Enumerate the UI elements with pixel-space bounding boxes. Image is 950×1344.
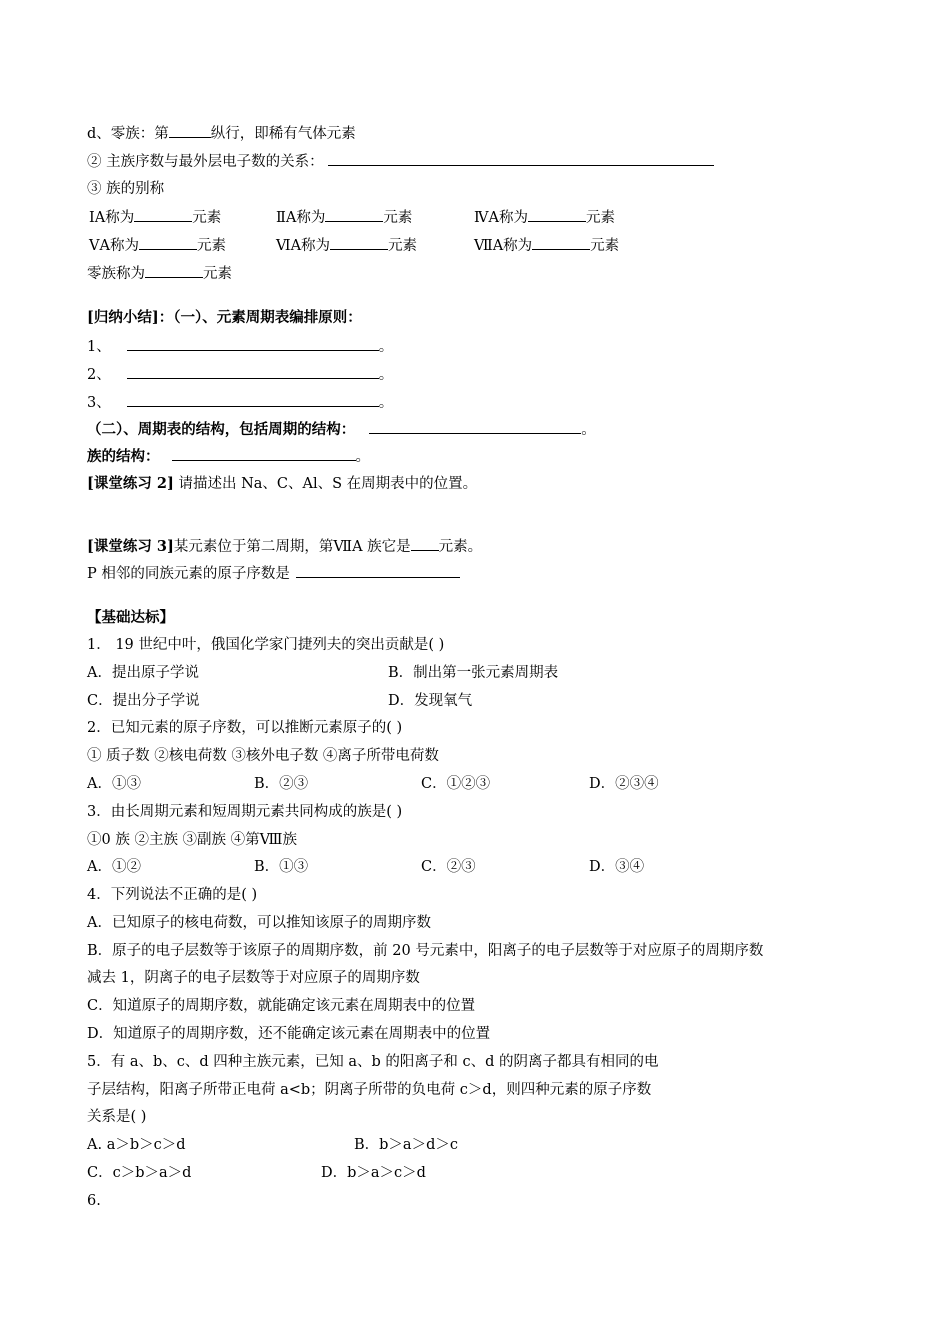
summary-blank-2	[127, 364, 379, 379]
summary-blank-3	[127, 392, 379, 407]
summary-blank-1	[127, 336, 379, 351]
q2-option-d: D．②③④	[589, 776, 659, 792]
q4-option-d: D．知道原子的周期序数，还不能确定该元素在周期表中的位置	[87, 1026, 491, 1042]
alias-iva	[474, 207, 615, 228]
q2-option-b: B．②③	[254, 776, 309, 792]
column-blank	[169, 123, 211, 138]
q5-option-b: B．b＞a＞d＞c	[354, 1137, 458, 1153]
alias-va	[89, 235, 226, 256]
exercise-3-text-b: 元素。	[438, 539, 483, 555]
period-structure-line	[87, 419, 596, 440]
alias-viia	[474, 235, 619, 256]
zero-group-suffix: 纵行，即稀有气体元素	[210, 126, 356, 142]
relation-blank	[328, 151, 714, 166]
exercise-3-blank	[411, 536, 439, 551]
exercise-3	[87, 536, 482, 557]
summary-item-3	[87, 392, 393, 413]
group-aliases-heading: ③ 族的别称	[87, 181, 165, 197]
q4-option-c: C．知道原子的周期序数，就能确定该元素在周期表中的位置	[87, 998, 476, 1014]
group-structure-end: 。	[355, 449, 370, 465]
alias-iia-blank	[325, 207, 383, 222]
q3-option-b: B．①③	[254, 859, 309, 875]
alias-iva-blank	[528, 207, 586, 222]
summary-title: [归纳小结]：（一）、元素周期表编排原则：	[87, 309, 362, 326]
alias-viia-label: ⅦA称为	[474, 238, 533, 254]
alias-via	[276, 235, 417, 256]
q1-option-b: B．制出第一张元素周期表	[388, 665, 559, 681]
summary-end-2: 。	[378, 367, 394, 383]
alias-va-unit: 元素	[196, 238, 226, 254]
q2-option-a: A．①③	[87, 776, 141, 792]
exercise-2-tag: [课堂练习 2]	[87, 475, 174, 492]
period-structure-blank	[369, 419, 581, 434]
q4-option-b-line1: B．原子的电子层数等于该原子的周期序数，前 20 号元素中，阳离子的电子层数等于对应原子的周期序数	[87, 943, 764, 959]
question-6: 6.	[87, 1193, 101, 1209]
alias-via-blank	[330, 235, 388, 250]
exercise-3-line2-blank	[296, 563, 460, 578]
exercise-3-line2	[87, 563, 460, 584]
exercise-3-tag: [课堂练习 3]	[87, 538, 174, 555]
q4-option-a: A．已知原子的核电荷数，可以推知该原子的周期序数	[87, 915, 431, 931]
alias-viia-unit: 元素	[590, 238, 620, 254]
summary-item-2	[87, 364, 393, 385]
q2-option-c: C．①②③	[421, 776, 491, 792]
q2-items: ① 质子数 ②核电荷数 ③核外电子数 ④离子所带电荷数	[87, 748, 439, 764]
q3-option-c: C．②③	[421, 859, 476, 875]
alias-iia-unit: 元素	[383, 210, 413, 226]
exercise-2	[87, 474, 477, 494]
q1-option-a: A．提出原子学说	[87, 665, 199, 681]
q1-option-d: D．发现氧气	[388, 693, 473, 709]
q3-items: ①0 族 ②主族 ③副族 ④第Ⅷ族	[87, 832, 298, 848]
question-5-line1: 5．有 a、b、c、d 四种主族元素，已知 a、b 的阳离子和 c、d 的阴离子都具有相同的电	[87, 1054, 659, 1070]
main-group-relation-line	[87, 151, 714, 172]
exercise-2-text: 请描述出 Na、C、Al、S 在周期表中的位置。	[178, 476, 478, 492]
alias-zero-blank	[145, 263, 203, 278]
main-group-relation-text: ② 主族序数与最外层电子数的关系：	[87, 154, 324, 170]
alias-va-blank	[139, 235, 197, 250]
alias-iva-label: ⅣA称为	[474, 210, 528, 226]
question-2: 2．已知元素的原子序数，可以推断元素原子的( )	[87, 720, 403, 736]
period-structure-end: 。	[581, 422, 596, 438]
alias-va-label: ⅤA称为	[89, 238, 139, 254]
q4-option-b-line2: 减去 1，阴离子的电子层数等于对应原子的周期序数	[87, 970, 420, 986]
question-1: 1． 19 世纪中叶，俄国化学家门捷列夫的突出贡献是( )	[87, 637, 445, 653]
q5-option-c: C．c＞b＞a＞d	[87, 1165, 192, 1181]
alias-iia-label: ⅡA称为	[276, 210, 326, 226]
basic-title: 【基础达标】	[87, 609, 174, 626]
q1-option-c: C．提出分子学说	[87, 693, 200, 709]
question-5-line2: 子层结构，阳离子所带正电荷 a<b；阴离子所带的负电荷 c＞d，则四种元素的原子序数	[87, 1082, 652, 1098]
alias-viia-blank	[532, 235, 590, 250]
zero-group-prefix: d、零族：第	[87, 126, 169, 142]
summary-item-1	[87, 336, 393, 357]
summary-num-1: 1、	[87, 339, 111, 355]
period-structure-text: （二）、周期表的结构，包括周期的结构：	[87, 421, 356, 438]
alias-via-unit: 元素	[388, 238, 418, 254]
q3-option-d: D．③④	[589, 859, 645, 875]
summary-end-3: 。	[378, 395, 394, 411]
question-5-line3: 关系是( )	[87, 1109, 147, 1125]
alias-zero-unit: 元素	[203, 266, 232, 282]
question-4: 4．下列说法不正确的是( )	[87, 887, 258, 903]
alias-ia-label: ⅠA称为	[89, 210, 135, 226]
exercise-3-line2-text: P 相邻的同族元素的原子序数是	[87, 566, 290, 582]
alias-via-label: ⅥA称为	[276, 238, 331, 254]
group-structure-text: 族的结构：	[87, 448, 160, 465]
question-3: 3．由长周期元素和短周期元素共同构成的族是( )	[87, 804, 403, 820]
q5-option-a: A. a＞b＞c＞d	[87, 1137, 186, 1153]
q5-option-d: D．b＞a＞c＞d	[321, 1165, 426, 1181]
zero-group-line	[87, 123, 356, 144]
q3-option-a: A．①②	[87, 859, 141, 875]
alias-iia	[276, 207, 412, 228]
exercise-3-text-a: 某元素位于第二周期，第ⅦA 族它是	[173, 539, 411, 555]
summary-end-1: 。	[378, 339, 394, 355]
alias-ia	[89, 207, 221, 228]
alias-ia-blank	[134, 207, 192, 222]
group-structure-blank	[172, 446, 356, 461]
summary-num-2: 2、	[87, 367, 111, 383]
alias-zero	[87, 263, 232, 284]
alias-zero-label: 零族称为	[87, 266, 145, 282]
group-structure-line	[87, 446, 370, 467]
summary-num-3: 3、	[87, 395, 111, 411]
alias-ia-unit: 元素	[192, 210, 222, 226]
alias-iva-unit: 元素	[585, 210, 615, 226]
